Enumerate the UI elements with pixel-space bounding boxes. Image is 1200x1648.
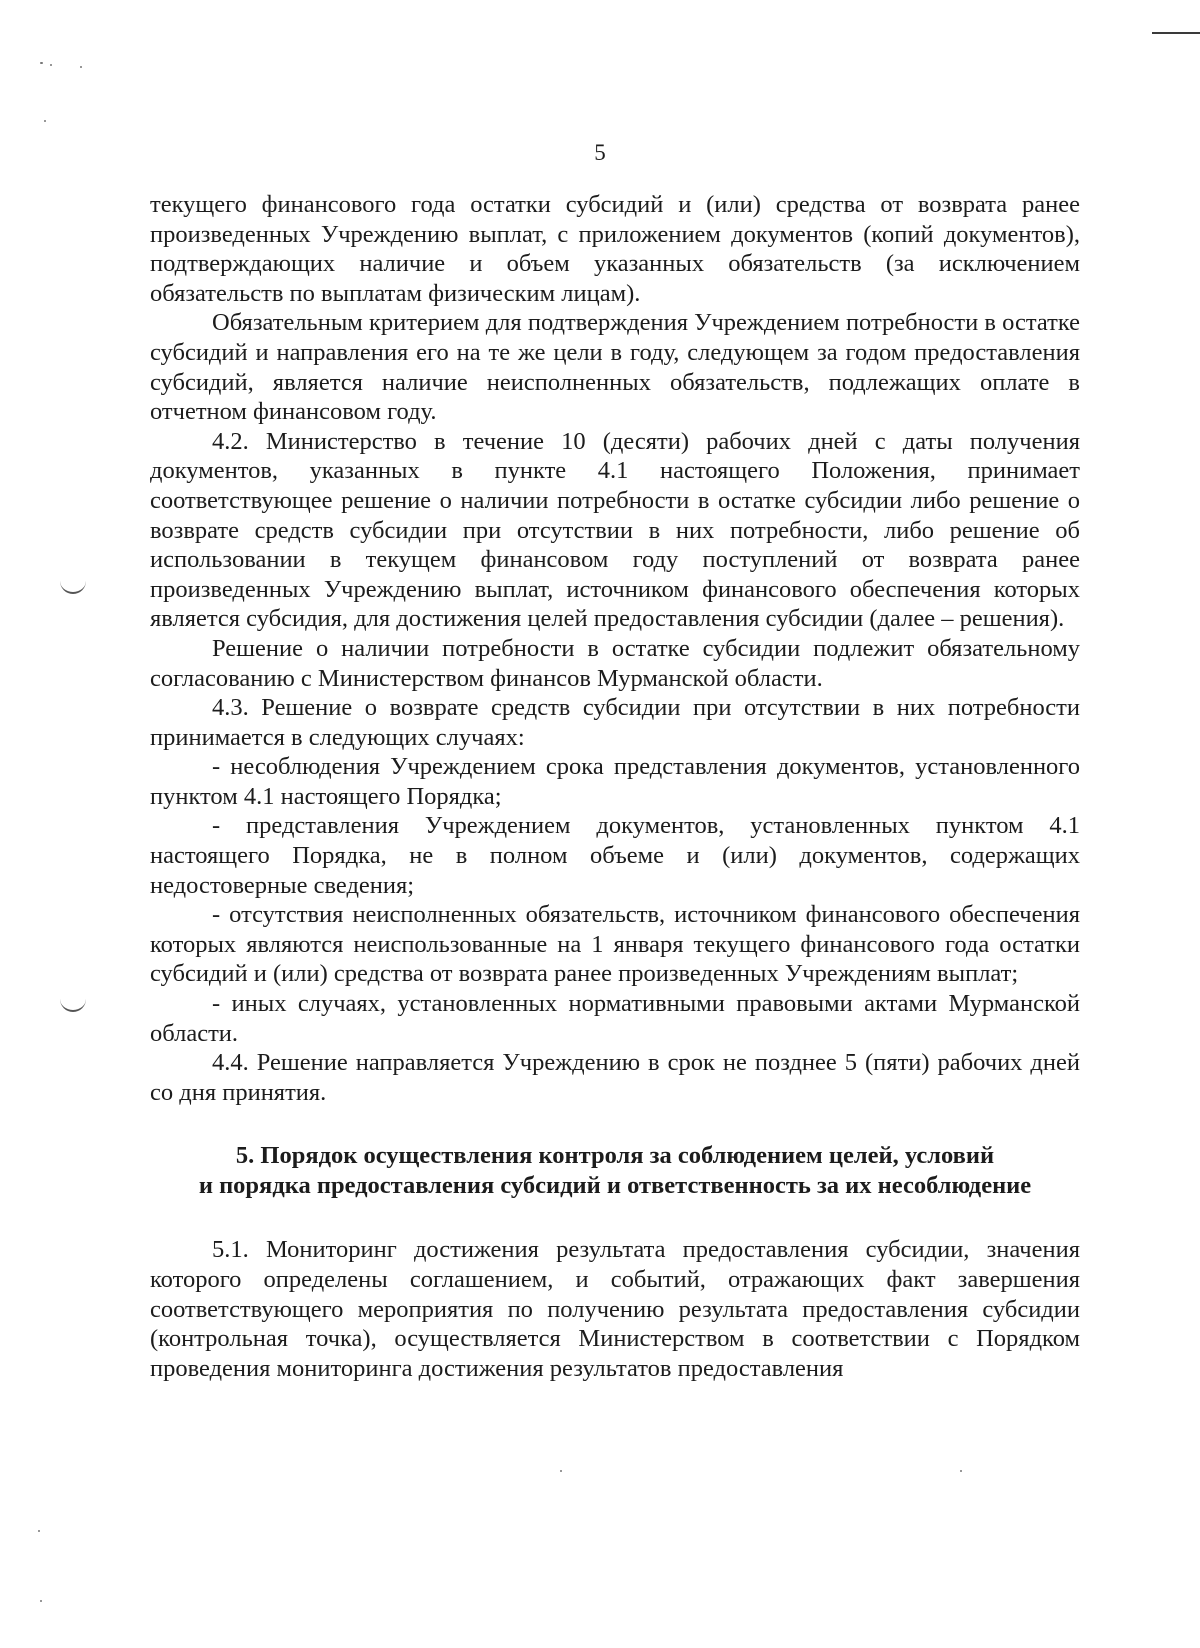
section-5-heading-line-2: и порядка предоставления субсидий и ответственность за их несоблюдение (198, 1172, 1032, 1200)
list-item: - представления Учреждением документов, установленных пунктом 4.1 настоящего Порядка, не в полном объеме и (или) документов, содержащих недостоверные сведения; (150, 812, 1080, 899)
paragraph-clause-4-4: 4.4. Решение направляется Учреждению в срок не позднее 5 (пяти) рабочих дней со дня принятия. (150, 1049, 1080, 1106)
scan-speck (50, 64, 52, 66)
paragraph-clause-4-2: 4.2. Министерство в течение 10 (десяти) рабочих дней с даты получения документов, указанных в пункте 4.1 настоящего Положения, принимает соответствующее решение о наличии потребности в остатке субсидии либо решение о возврате средств субсидии при отсутствии в них потребности, либо решение об использовании в текущем финансовом году поступлений от возврата ранее произведенных Учреждению выплат, источником финансового обеспечения которых является субсидия, для достижения целей предоставления субсидии (далее – решения). (150, 427, 1080, 633)
scan-speck (560, 1470, 562, 1472)
paragraph-clause-4-3: 4.3. Решение о возврате средств субсидии при отсутствии в них потребности принимается в следующих случаях: (150, 694, 1080, 751)
list-item: - иных случаях, установленных нормативными правовыми актами Мурманской области. (150, 990, 1080, 1047)
document-body (150, 190, 1080, 1383)
paragraph: Решение о наличии потребности в остатке субсидии подлежит обязательному согласованию с Министерством финансов Мурманской области. (150, 634, 1080, 692)
section-5-heading (150, 1141, 1080, 1201)
scan-speck (40, 1600, 42, 1602)
scan-speck (38, 1530, 40, 1532)
paragraph: текущего финансового года остатки субсидий и (или) средства от возврата ранее произведенных Учреждению выплат, с приложением документов (копий документов), подтверждающих наличие и объем указанных обязательств (за исключением обязательств по выплатам физическим лицам). (150, 191, 1080, 307)
scan-speck (960, 1470, 962, 1472)
binder-hole-mark (60, 998, 86, 1012)
paragraph-clause-5-1: 5.1. Мониторинг достижения результата предоставления субсидии, значения которого определены соглашением, и событий, отражающих факт завершения соответствующего мероприятия по получению результата предоставления субсидии (контрольная точка), осуществляется Министерством в соответствии с Порядком проведения мониторинга достижения результатов предоставления (150, 1236, 1080, 1382)
scan-speck (80, 66, 82, 68)
scan-speck (44, 120, 46, 122)
page-number: 5 (594, 140, 606, 165)
list-item: - несоблюдения Учреждением срока представления документов, установленного пунктом 4.1 настоящего Порядка; (150, 753, 1080, 810)
list-item: - отсутствия неисполненных обязательств, источником финансового обеспечения которых являются неиспользованные на 1 января текущего финансового года остатки субсидий и (или) средства от возврата ранее произведенных Учреждениям выплат; (150, 901, 1080, 988)
paragraph: Обязательным критерием для подтверждения Учреждением потребности в остатке субсидий и направления его на те же цели в году, следующем за годом предоставления субсидий, является наличие неисполненных обязательств, подлежащих оплате в отчетном финансовом году. (150, 309, 1080, 426)
scan-edge-mark (1152, 32, 1200, 34)
section-5-heading-line-1: 5. Порядок осуществления контроля за соблюдением целей, условий (235, 1142, 995, 1170)
scan-speck (40, 62, 43, 64)
binder-hole-mark (60, 580, 86, 594)
